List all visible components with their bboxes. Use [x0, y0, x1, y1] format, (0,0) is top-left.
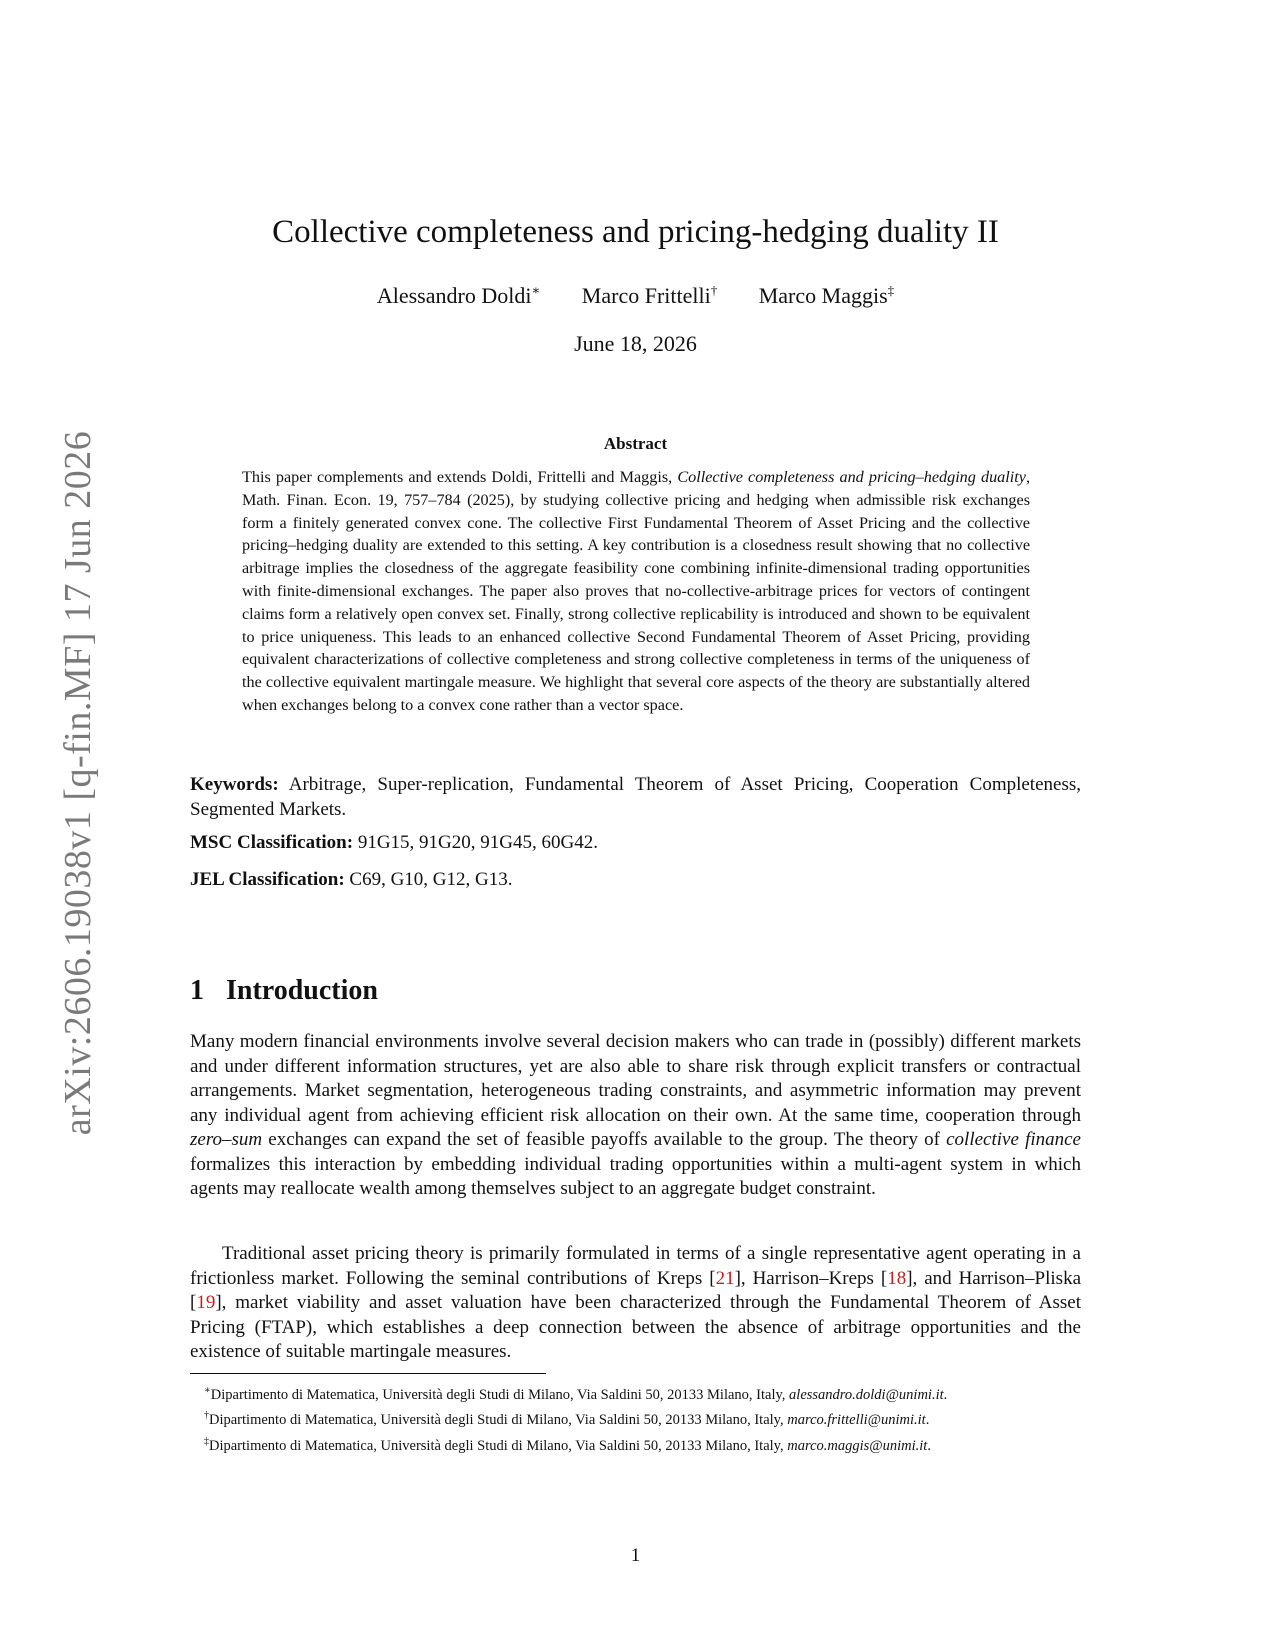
intro-paragraph-2: Traditional asset pricing theory is primarily formulated in terms of a single representative agent operating in a frictionless market. Following the seminal contributions of Kreps [21], Harrison–Kreps [18], and Harrison–Pliska [19], market viability and asset valuation have been characterized through the Fundamental Theorem of Asset Pricing (FTAP), which establishes a deep connection between the absence of arbitrage opportunities and the existence of suitable martingale measures. [190, 1243, 1081, 1362]
abstract-heading: Abstract [603, 434, 668, 453]
author-2: Marco Frittelli† [581, 283, 718, 309]
arxiv-identifier: arXiv:2606.19038v1 [q-fin.MF] 17 Jun 2026 [57, 430, 99, 1136]
author-list [190, 283, 1081, 309]
cited-paper-title: Collective completeness and pricing–hedging duality [677, 468, 1026, 486]
footnote-3: ‡Dipartimento di Matematica, Università degli Studi di Milano, Via Saldini 50, 20133 Milano, Italy, marco.maggis@unimi.it. [204, 1435, 931, 1454]
author-3: Marco Maggis‡ [758, 283, 895, 309]
footnote-divider [190, 1373, 546, 1374]
msc-classification: MSC Classification: 91G15, 91G20, 91G45, 60G42. [190, 832, 598, 853]
footnote-1: ∗Dipartimento di Matematica, Università degli Studi di Milano, Via Saldini 50, 20133 Milano, Italy, alessandro.doldi@unimi.it. [204, 1385, 948, 1403]
intro-paragraph-1: Many modern financial environments involve several decision makers who can trade in (possibly) different markets and under different information structures, yet are also able to share risk through explicit transfers or contractual arrangements. Market segmentation, heterogeneous trading constraints, and asymmetric information may prevent any individual agent from achieving efficient risk allocation on their own. At the same time, cooperation through zero–sum exchanges can expand the set of feasible payoffs available to the group. The theory of collective finance formalizes this interaction by embedding individual trading opportunities within a multi-agent system in which agents may reallocate wealth among themselves subject to an aggregate budget constraint. [190, 1031, 1081, 1199]
section-heading: 1 Introduction [190, 975, 378, 1006]
citation-link[interactable]: 18 [887, 1267, 907, 1289]
page-number: 1 [630, 1545, 641, 1566]
footnote-2: †Dipartimento di Matematica, Università degli Studi di Milano, Via Saldini 50, 20133 Milano, Italy, marco.frittelli@unimi.it. [204, 1410, 930, 1429]
author-1: Alessandro Doldi∗ [376, 283, 541, 309]
keywords: Keywords: Arbitrage, Super-replication, Fundamental Theorem of Asset Pricing, Cooperation Completeness, Segmented Markets. [190, 774, 1081, 820]
footnotes [190, 1381, 1081, 1457]
citation-link[interactable]: 21 [715, 1267, 735, 1289]
paper-title: Collective completeness and pricing-hedging duality II [272, 214, 999, 250]
abstract-body: This paper complements and extends Doldi, Frittelli and Maggis, Collective completeness and pricing–hedging duality, Math. Finan. Econ. 19, 757–784 (2025), by studying collective pricing and hedging when admissible risk exchanges form a finitely generated convex cone. The collective First Fundamental Theorem of Asset Pricing and the collective pricing–hedging duality are extended to this setting. A key contribution is a closedness result showing that no collective arbitrage implies the closedness of the aggregate feasibility cone combining infinite-dimensional trading opportunities with finite-dimensional exchanges. The paper also proves that no-collective-arbitrage prices for vectors of contingent claims form a relatively open convex set. Finally, strong collective replicability is introduced and shown to be equivalent to price uniqueness. This leads to an enhanced collective Second Fundamental Theorem of Asset Pricing, providing equivalent characterizations of collective completeness and strong collective completeness in terms of the uniqueness of the collective equivalent martingale measure. We highlight that several core aspects of the theory are substantially altered when exchanges belong to a convex cone rather than a vector space. [242, 468, 1030, 714]
paper-date: June 18, 2026 [574, 331, 697, 356]
citation-link[interactable]: 19 [196, 1292, 216, 1313]
jel-classification: JEL Classification: C69, G10, G12, G13. [190, 869, 513, 890]
